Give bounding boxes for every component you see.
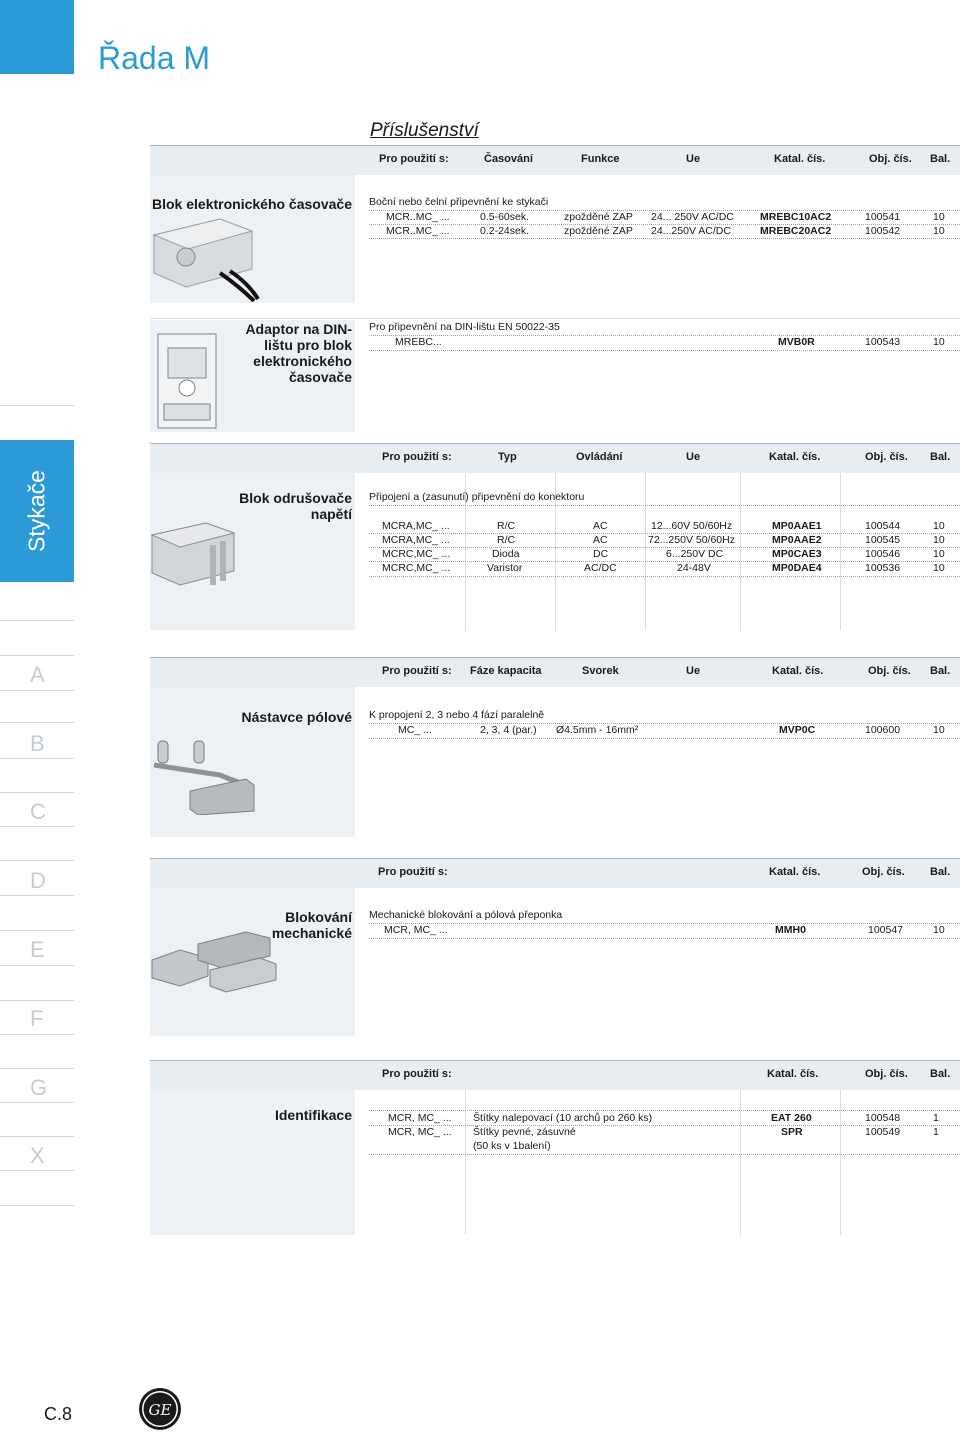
pole-subtitle: K propojení 2, 3 nebo 4 fází paralelně (369, 709, 545, 721)
cell-obj: 100549 (865, 1126, 901, 1138)
cell-func: zpožděné ZAP (564, 211, 633, 223)
ident-table-header (150, 1060, 960, 1090)
side-divider (0, 655, 74, 656)
col-obj: Obj. čís. (869, 153, 912, 165)
col-obj: Obj. čís. (865, 1068, 908, 1080)
col-katal: Katal. čís. (774, 153, 826, 165)
col-katal: Katal. čís. (767, 1068, 819, 1080)
cell-katal: MVB0R (778, 336, 815, 348)
cell-time: 0.5-60sek. (480, 211, 530, 223)
cell-katal: SPR (781, 1126, 803, 1138)
din-adaptor-image (150, 328, 230, 432)
cell-bal: 10 (933, 336, 945, 348)
series-title: Řada M (98, 40, 211, 76)
col-ue: Ue (686, 153, 701, 165)
col-use: Pro použití s: (379, 153, 449, 165)
col-use: Pro použití s: (382, 451, 452, 463)
col-use: Pro použití s: (378, 866, 448, 878)
col-use: Pro použití s: (382, 665, 452, 677)
suppressor-table-header (150, 443, 960, 473)
cell-katal: MP0AAE1 (772, 520, 822, 532)
col-timing: Časování (484, 153, 533, 165)
cell-ue: 24-48V (677, 562, 711, 574)
mech-subtitle: Mechanické blokování a pólová přeponka (369, 909, 563, 921)
cell-katal: MVP0C (779, 724, 816, 736)
section-separator (150, 318, 960, 319)
cell-bal: 1 (933, 1126, 939, 1138)
cell-use: MCRC,MC_ ... (382, 562, 451, 574)
side-divider (0, 895, 74, 896)
cell-bal: 10 (933, 211, 945, 223)
cell-use: MCR, MC_ ... (388, 1112, 452, 1124)
column-divider (645, 473, 646, 630)
row-rule (369, 576, 960, 577)
cell-use: MREBC... (395, 336, 442, 348)
cell-ctrl: AC/DC (584, 562, 617, 574)
ge-logo-icon (138, 1387, 182, 1431)
cell-desc: Štítky nalepovací (10 archů po 260 ks) (473, 1112, 653, 1124)
col-phase: Fáze kapacita (470, 665, 542, 677)
col-use: Pro použití s: (382, 1068, 452, 1080)
pole-terminal-image (150, 735, 260, 815)
side-divider (0, 690, 74, 691)
col-terminal: Svorek (582, 665, 619, 677)
cell-katal: MP0CAE3 (772, 548, 822, 560)
side-divider (0, 722, 74, 723)
side-divider (0, 930, 74, 931)
col-type: Typ (498, 451, 517, 463)
cell-use: MCR, MC_ ... (388, 1126, 452, 1138)
column-divider (840, 473, 841, 630)
side-divider (0, 826, 74, 827)
cell-obj: 100542 (865, 225, 901, 237)
side-divider (0, 1136, 74, 1137)
suppressor-block-image (150, 515, 250, 595)
side-divider (0, 792, 74, 793)
side-divider (0, 860, 74, 861)
column-divider (740, 1090, 741, 1235)
cell-func: zpožděné ZAP (564, 225, 633, 237)
cell-terminal: Ø4.5mm - 16mm² (556, 724, 639, 736)
cell-obj: 100546 (865, 548, 901, 560)
column-divider (740, 473, 741, 630)
cell-obj: 100536 (865, 562, 901, 574)
cell-ue: 24... 250V AC/DC (651, 211, 734, 223)
row-rule (369, 238, 960, 239)
adaptor-product-name: Adaptor na DIN-lištu pro blok elektronického časovače (245, 321, 352, 385)
cell-use: MCR..MC_ ... (386, 225, 450, 237)
cell-bal: 10 (933, 724, 945, 736)
side-divider (0, 1068, 74, 1069)
mech-product-name: Blokování mechanické (271, 909, 352, 941)
cell-katal: MMH0 (775, 924, 806, 936)
cell-time: 0.2-24sek. (480, 225, 530, 237)
cell-obj: 100545 (865, 534, 901, 546)
side-letter-b[interactable]: B (30, 731, 45, 756)
cell-ue: 6...250V DC (666, 548, 724, 560)
col-obj: Obj. čís. (865, 451, 908, 463)
cell-type: R/C (497, 520, 516, 532)
side-letter-c[interactable]: C (30, 799, 46, 824)
row-rule (369, 938, 960, 939)
side-letter-e[interactable]: E (30, 937, 45, 962)
row-rule (369, 505, 960, 506)
column-divider (465, 1090, 466, 1235)
col-function: Funkce (581, 153, 620, 165)
cell-type: Varistor (487, 562, 523, 574)
side-divider (0, 965, 74, 966)
row-rule (369, 350, 960, 351)
col-obj: Obj. čís. (868, 665, 911, 677)
cell-ctrl: DC (593, 548, 609, 560)
side-divider (0, 1102, 74, 1103)
col-ue: Ue (686, 451, 701, 463)
col-bal: Bal. (930, 665, 951, 677)
suppressor-subtitle: Připojení a (zasunutí) připevnění do konektoru (369, 491, 585, 503)
cell-desc-line2: (50 ks v 1balení) (473, 1140, 551, 1152)
cell-ue: 12...60V 50/60Hz (651, 520, 733, 532)
cell-obj: 100543 (865, 336, 901, 348)
timer-block-image (150, 207, 260, 302)
cell-use: MCRC,MC_ ... (382, 548, 451, 560)
side-divider (0, 1170, 74, 1171)
column-divider (840, 1090, 841, 1235)
timer-product-name: Blok elektronického časovače (152, 196, 352, 212)
page-number: C.8 (44, 1404, 73, 1424)
side-divider (0, 405, 74, 406)
cell-ctrl: AC (593, 520, 608, 532)
cell-desc: Štítky pevné, zásuvné (473, 1126, 576, 1138)
cell-katal: MREBC10AC2 (760, 211, 832, 223)
cell-bal: 10 (933, 534, 945, 546)
timer-table-header (150, 145, 960, 175)
cell-bal: 1 (933, 1112, 939, 1124)
col-obj: Obj. čís. (862, 866, 905, 878)
cell-bal: 10 (933, 562, 945, 574)
cell-ctrl: AC (593, 534, 608, 546)
col-ue: Ue (686, 665, 701, 677)
cell-use: MC_ ... (398, 724, 432, 736)
cell-obj: 100544 (865, 520, 901, 532)
pole-table-header (150, 657, 960, 687)
side-letter-g[interactable]: G (30, 1075, 48, 1100)
side-letter-x[interactable]: X (30, 1143, 45, 1168)
cell-katal: MREBC20AC2 (760, 225, 832, 237)
cell-type: R/C (497, 534, 516, 546)
brand-corner-block (0, 0, 74, 74)
adaptor-subtitle: Pro připevnění na DIN-lištu EN 50022-35 (369, 321, 560, 333)
cell-use: MCRA,MC_ ... (382, 520, 450, 532)
cell-bal: 10 (933, 924, 945, 936)
col-bal: Bal. (930, 153, 951, 165)
suppressor-product-name: Blok odrušovače napětí (239, 490, 352, 522)
section-title: Příslušenství (370, 120, 479, 141)
pole-product-name: Nástavce pólové (241, 709, 352, 725)
col-bal: Bal. (930, 451, 951, 463)
col-katal: Katal. čís. (769, 866, 821, 878)
cell-bal: 10 (933, 520, 945, 532)
cell-bal: 10 (933, 225, 945, 237)
side-letter-d[interactable]: D (30, 868, 46, 893)
side-tab-stykace[interactable]: Stykače (0, 440, 74, 582)
col-bal: Bal. (930, 866, 951, 878)
side-divider (0, 758, 74, 759)
mech-table-header (150, 858, 960, 888)
cell-ue: 72...250V 50/60Hz (648, 534, 735, 546)
cell-ue: 24...250V AC/DC (651, 225, 731, 237)
side-letter-a[interactable]: A (30, 662, 45, 687)
cell-type: Dioda (492, 548, 520, 560)
side-divider (0, 1205, 74, 1206)
cell-katal: MP0DAE4 (772, 562, 822, 574)
timer-subtitle: Boční nebo čelní připevnění ke stykači (369, 196, 549, 208)
col-katal: Katal. čís. (772, 665, 824, 677)
cell-phase: 2, 3, 4 (par.) (480, 724, 537, 736)
cell-obj: 100541 (865, 211, 901, 223)
row-rule (369, 738, 960, 739)
side-divider (0, 1034, 74, 1035)
col-bal: Bal. (930, 1068, 951, 1080)
cell-use: MCR..MC_ ... (386, 211, 450, 223)
cell-obj: 100547 (868, 924, 904, 936)
cell-katal: MP0AAE2 (772, 534, 822, 546)
ident-product-name: Identifikace (274, 1107, 352, 1123)
col-katal: Katal. čís. (769, 451, 821, 463)
side-letter-f[interactable]: F (30, 1006, 44, 1031)
cell-bal: 10 (933, 548, 945, 560)
col-control: Ovládání (576, 451, 623, 463)
side-divider (0, 1000, 74, 1001)
row-rule (369, 1154, 960, 1155)
side-divider (0, 620, 74, 621)
cell-use: MCR, MC_ ... (384, 924, 448, 936)
svg-text:GE: GE (148, 1401, 172, 1419)
cell-use: MCRA,MC_ ... (382, 534, 450, 546)
row-rule (369, 1110, 960, 1111)
mech-interlock-image (150, 930, 280, 1000)
cell-obj: 100548 (865, 1112, 901, 1124)
cell-obj: 100600 (865, 724, 901, 736)
cell-katal: EAT 260 (771, 1112, 812, 1124)
